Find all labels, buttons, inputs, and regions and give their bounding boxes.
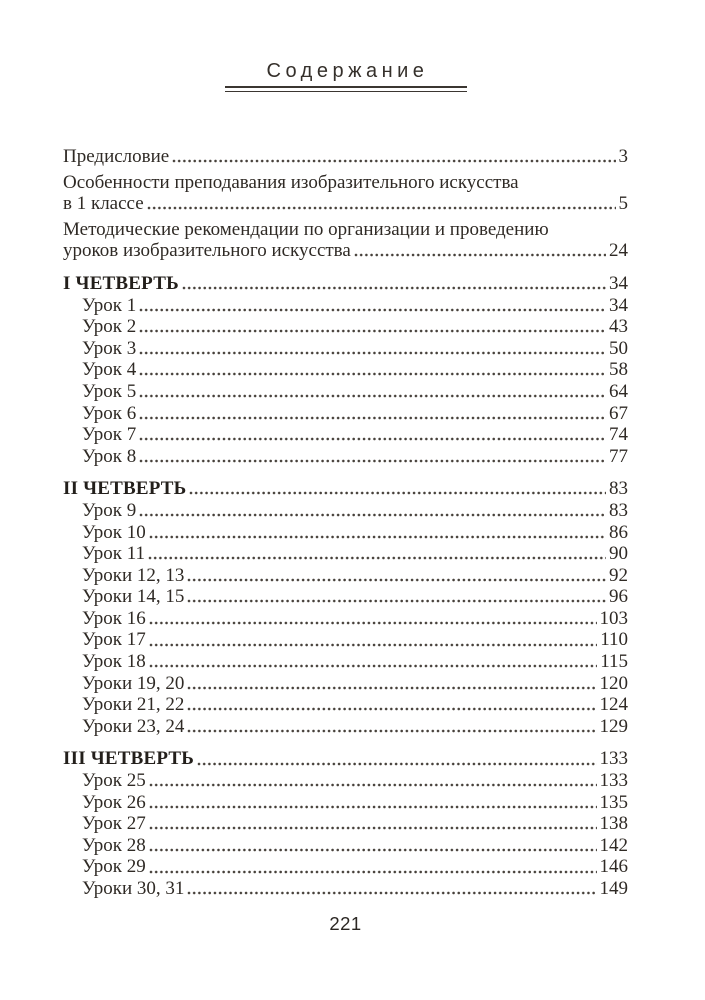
dot-leader — [149, 534, 606, 540]
page-title: Содержание — [266, 60, 429, 82]
dot-leader — [139, 371, 606, 377]
toc-lesson-page: 103 — [599, 607, 628, 629]
toc-section-title-row — [63, 273, 628, 295]
folio-page-number: 221 — [329, 913, 362, 934]
toc-lesson-row — [63, 878, 628, 900]
toc-lesson-page: 96 — [609, 586, 628, 608]
toc-lesson-row — [63, 608, 628, 630]
toc-lesson-row — [63, 716, 628, 738]
toc-lesson-page: 120 — [599, 672, 628, 694]
dot-leader — [139, 512, 606, 518]
dot-leader — [149, 663, 597, 669]
toc-front-matter-entry — [63, 146, 628, 168]
dot-leader — [139, 393, 606, 399]
toc-lesson-row — [63, 522, 628, 544]
toc-lesson-page: 77 — [609, 445, 628, 467]
toc-lesson-label: Урок 29 — [82, 856, 146, 878]
dot-leader — [149, 642, 597, 648]
toc-lesson-page: 110 — [600, 629, 628, 651]
toc-lesson-row — [63, 295, 628, 317]
dot-leader — [149, 804, 597, 810]
toc-entry-page: 5 — [618, 193, 628, 215]
title-block — [63, 59, 628, 92]
dot-leader — [187, 728, 596, 734]
dot-leader — [187, 598, 606, 604]
toc-section-title-row — [63, 748, 628, 770]
toc-lesson-page: 34 — [609, 294, 628, 316]
dot-leader — [149, 869, 597, 875]
dot-leader — [147, 205, 616, 211]
toc-lesson-page: 135 — [599, 791, 628, 813]
toc-entry-row — [63, 172, 628, 194]
toc-entry-label: Особенности преподавания изобразительного искусства — [63, 171, 519, 193]
dot-leader — [139, 415, 606, 421]
toc-lesson-page: 129 — [599, 715, 628, 737]
toc-lesson-label: Урок 16 — [82, 607, 146, 629]
toc-lesson-row — [63, 835, 628, 857]
toc-lesson-row — [63, 359, 628, 381]
toc-lesson-row — [63, 792, 628, 814]
toc-lesson-label: Урок 10 — [82, 521, 146, 543]
toc-lesson-row — [63, 543, 628, 565]
toc-lesson-label: Урок 3 — [82, 337, 137, 359]
toc-lesson-row — [63, 338, 628, 360]
dot-leader — [139, 307, 606, 313]
toc-section-title-row — [63, 478, 628, 500]
toc-lesson-label: Урок 11 — [82, 543, 146, 565]
toc-entry-row — [63, 240, 628, 262]
toc-section-title-label: I ЧЕТВЕРТЬ — [63, 272, 179, 294]
dot-leader — [187, 685, 596, 691]
toc-lesson-label: Уроки 14, 15 — [82, 586, 185, 608]
toc-lesson-page: 58 — [609, 359, 628, 381]
page-footer — [63, 913, 628, 935]
toc-entry-label: Предисловие — [63, 146, 170, 167]
toc-entry-row — [63, 146, 628, 168]
toc-lesson-label: Урок 2 — [82, 316, 137, 338]
toc-entry-label: в 1 классе — [63, 193, 144, 215]
toc-lesson-page: 74 — [609, 424, 628, 446]
toc-lesson-label: Уроки 30, 31 — [82, 878, 185, 899]
toc-lesson-label: Уроки 21, 22 — [82, 694, 185, 716]
toc-lesson-label: Урок 26 — [82, 791, 146, 813]
toc-front-matter-entry — [63, 172, 628, 215]
toc-lesson-label: Урок 25 — [82, 770, 146, 792]
dot-leader — [149, 620, 597, 626]
toc-lesson-page: 64 — [609, 380, 628, 402]
toc-section-title-page: 34 — [609, 272, 628, 294]
toc-section-title-page: 133 — [599, 748, 628, 770]
toc-lesson-row — [63, 316, 628, 338]
toc-front-matter-entry — [63, 219, 628, 262]
toc-lesson-page: 138 — [599, 813, 628, 835]
toc-lesson-label: Урок 17 — [82, 629, 146, 651]
toc-lesson-label: Уроки 12, 13 — [82, 564, 185, 586]
toc-lesson-row — [63, 673, 628, 695]
dot-leader — [197, 761, 596, 767]
toc-lesson-row — [63, 813, 628, 835]
toc-lesson-label: Урок 6 — [82, 402, 137, 424]
toc-lesson-row — [63, 381, 628, 403]
toc-section-title-label: III ЧЕТВЕРТЬ — [63, 748, 195, 770]
toc-lesson-page: 133 — [599, 770, 628, 792]
toc-lesson-row — [63, 856, 628, 878]
dot-leader — [149, 782, 597, 788]
toc-lesson-page: 50 — [609, 337, 628, 359]
toc-section-title-label: II ЧЕТВЕРТЬ — [63, 478, 187, 500]
dot-leader — [149, 825, 597, 831]
dot-leader — [187, 577, 606, 583]
dot-leader — [149, 847, 597, 853]
toc-lesson-page: 83 — [609, 499, 628, 521]
dot-leader — [172, 158, 615, 164]
toc-lesson-page: 149 — [599, 878, 628, 899]
toc-lesson-label: Урок 18 — [82, 651, 146, 673]
dot-leader — [148, 555, 606, 561]
toc-lesson-row — [63, 565, 628, 587]
dot-leader — [139, 328, 606, 334]
toc-lesson-label: Урок 8 — [82, 445, 137, 467]
toc-lesson-page: 115 — [600, 651, 628, 673]
toc-entry-row — [63, 193, 628, 215]
dot-leader — [139, 436, 606, 442]
toc-lesson-page: 67 — [609, 402, 628, 424]
toc-lesson-row — [63, 500, 628, 522]
dot-leader — [189, 490, 606, 496]
toc-lesson-row — [63, 424, 628, 446]
title-double-rule — [225, 86, 467, 92]
toc-section-title-page: 83 — [609, 478, 628, 500]
dot-leader — [139, 458, 606, 464]
toc-lesson-row — [63, 403, 628, 425]
toc-lesson-label: Урок 4 — [82, 359, 137, 381]
toc-entry-page: 24 — [609, 240, 628, 262]
dot-leader — [354, 252, 606, 258]
toc-lesson-page: 146 — [599, 856, 628, 878]
toc-lesson-label: Уроки 23, 24 — [82, 715, 185, 737]
toc-section — [63, 748, 628, 899]
toc-lesson-page: 43 — [609, 316, 628, 338]
toc-lesson-page: 86 — [609, 521, 628, 543]
toc-entry-row — [63, 219, 628, 241]
toc-lesson-label: Урок 28 — [82, 834, 146, 856]
toc-lesson-page: 92 — [609, 564, 628, 586]
toc-entry-page: 3 — [618, 146, 628, 167]
toc-lesson-label: Урок 1 — [82, 294, 137, 316]
toc-lesson-page: 142 — [599, 834, 628, 856]
toc-lesson-page: 90 — [609, 543, 628, 565]
dot-leader — [139, 350, 606, 356]
toc-lesson-page: 124 — [599, 694, 628, 716]
toc-entry-label: уроков изобразительного искусства — [63, 240, 351, 262]
toc-lesson-label: Урок 7 — [82, 424, 137, 446]
toc-lesson-row — [63, 586, 628, 608]
toc-lesson-row — [63, 446, 628, 468]
toc-lesson-label: Урок 5 — [82, 380, 137, 402]
toc-lesson-row — [63, 694, 628, 716]
toc-lesson-row — [63, 770, 628, 792]
toc-lesson-label: Уроки 19, 20 — [82, 672, 185, 694]
toc-section — [63, 478, 628, 737]
toc-lesson-row — [63, 651, 628, 673]
toc-entry-label: Методические рекомендации по организации и проведению — [63, 218, 549, 240]
toc-lesson-label: Урок 9 — [82, 499, 137, 521]
toc-lesson-label: Урок 27 — [82, 813, 146, 835]
dot-leader — [187, 890, 596, 896]
toc-section — [63, 273, 628, 467]
dot-leader — [182, 285, 606, 291]
toc-lesson-row — [63, 629, 628, 651]
dot-leader — [187, 706, 596, 712]
toc-list — [63, 146, 628, 900]
